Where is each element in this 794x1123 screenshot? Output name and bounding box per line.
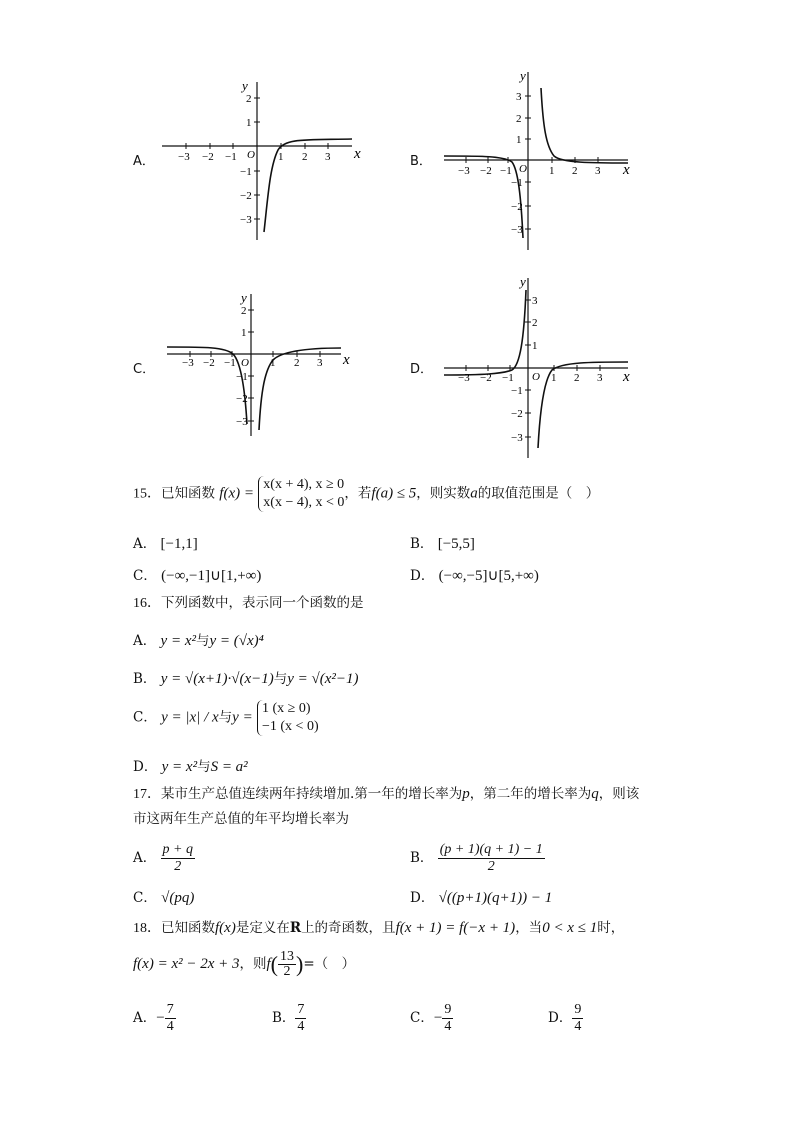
origin-label: O	[241, 357, 249, 369]
option-a-label: A．	[133, 154, 155, 169]
definition: f(x) = x² − 2x + 3	[133, 956, 240, 972]
y-axis-label: y	[520, 274, 526, 289]
fraction	[572, 1002, 583, 1035]
function-name: f	[266, 956, 271, 972]
function-name: f(x)	[215, 920, 236, 936]
y-axis-label: y	[242, 78, 248, 93]
y-tick: 1	[532, 340, 538, 352]
question-15	[133, 476, 599, 512]
y-tick: 2	[532, 317, 538, 329]
y-tick: −3	[240, 214, 252, 226]
q18-option-a[interactable]	[133, 1002, 176, 1035]
x-axis-label: x	[343, 352, 350, 368]
question-text: ，则该	[598, 786, 640, 802]
question-text: ，第二年的增长率为	[469, 786, 592, 802]
option-label: B．	[410, 850, 434, 866]
y-axis-label: y	[241, 290, 247, 305]
option-label: D．	[410, 890, 435, 906]
question-text: ，则	[239, 956, 267, 972]
y-tick: −3	[511, 224, 523, 236]
function-name: f(x) =	[219, 485, 254, 502]
question-number: 17．	[133, 787, 161, 802]
option-value: (−∞,−1]∪[1,+∞)	[161, 568, 262, 584]
question-text: 已知函数	[161, 485, 215, 502]
question-number: 15．	[133, 486, 161, 502]
variable: p	[462, 786, 470, 802]
y-tick: 1	[246, 117, 252, 129]
y-tick: −2	[236, 393, 248, 405]
option-label: A．	[133, 536, 157, 552]
x-tick: 1	[278, 151, 284, 163]
y-tick: −1	[236, 371, 248, 383]
x-axis-label: x	[623, 162, 630, 178]
numerator: 9	[444, 1002, 452, 1017]
numerator: (p + 1)(q + 1) − 1	[439, 842, 543, 857]
denominator: 4	[297, 1019, 305, 1034]
question-text: =（ ）	[303, 956, 356, 972]
question-text: ，若	[344, 485, 372, 502]
option-value: [−1,1]	[160, 536, 198, 552]
x-tick: 2	[302, 151, 308, 163]
option-label: C．	[410, 1010, 434, 1026]
question-text: ，当	[515, 920, 543, 936]
q15-option-b[interactable]	[410, 532, 475, 553]
x-axis-label: x	[623, 369, 630, 385]
question-18	[133, 921, 624, 936]
denominator: 2	[283, 964, 291, 979]
y-tick: −1	[511, 385, 523, 397]
q16-option-a[interactable]	[133, 629, 264, 650]
x-tick: 3	[317, 357, 323, 369]
numerator: 7	[166, 1002, 174, 1017]
sign: −	[433, 1010, 443, 1026]
option-b-label: B．	[410, 154, 432, 169]
y-tick: −1	[511, 177, 523, 189]
y-tick: 1	[516, 134, 522, 146]
x-tick: 2	[574, 372, 580, 384]
option-expr: y = x²	[161, 759, 198, 775]
denominator: 4	[444, 1019, 452, 1034]
curve	[444, 290, 526, 375]
x-tick: −2	[202, 151, 214, 163]
y-tick: 2	[246, 93, 252, 105]
case-1: x(x + 4), x ≥ 0	[263, 477, 345, 492]
option-expr: y = √(x²−1)	[287, 671, 359, 687]
x-tick: 2	[572, 165, 578, 177]
condition: f(a) ≤ 5	[371, 485, 417, 502]
y-tick: 2	[241, 305, 247, 317]
x-tick: −3	[182, 357, 194, 369]
origin-label: O	[532, 371, 540, 383]
fraction	[438, 842, 545, 875]
option-label: A．	[133, 633, 157, 649]
x-tick: −1	[225, 151, 237, 163]
q16-option-b[interactable]	[133, 667, 359, 688]
x-tick: −3	[458, 165, 470, 177]
curve	[541, 88, 628, 163]
x-axis-label: x	[354, 146, 361, 162]
option-expr: y = (√x)⁴	[209, 633, 264, 649]
question-16	[133, 597, 364, 611]
y-tick: 2	[516, 113, 522, 125]
real-set-symbol: R	[289, 920, 302, 936]
q18-option-d[interactable]	[548, 1002, 583, 1035]
piecewise-function	[258, 476, 344, 512]
numerator: 13	[280, 949, 294, 964]
question-text: 某市生产总值连续两年持续增加.第一年的增长率为	[161, 786, 463, 802]
option-label: C．	[133, 568, 157, 584]
option-value: (−∞,−5]∪[5,+∞)	[438, 568, 539, 584]
option-label: C．	[133, 709, 157, 726]
y-tick: −2	[511, 201, 523, 213]
question-17	[133, 787, 639, 802]
connector: 与	[197, 759, 211, 775]
case-2: x(x − 4), x < 0	[263, 495, 345, 511]
denominator: 4	[574, 1019, 582, 1034]
question-text: 上的奇函数，且	[301, 920, 396, 936]
denominator: 2	[174, 859, 182, 874]
x-tick: −1	[224, 357, 236, 369]
q17-option-b[interactable]	[410, 842, 545, 875]
x-tick: −2	[480, 372, 492, 384]
fraction	[295, 1002, 306, 1035]
option-label: D．	[133, 759, 158, 775]
option-c-label: C．	[133, 362, 156, 377]
graph-c	[165, 290, 365, 440]
numerator: p + q	[162, 842, 193, 857]
variable: a	[470, 485, 478, 502]
option-d-label: D．	[410, 362, 434, 377]
x-tick: −1	[502, 372, 514, 384]
q17-option-a[interactable]	[133, 842, 195, 875]
question-17-line-2: 市这两年生产总值的年平均增长率为	[133, 811, 349, 827]
q15-option-a[interactable]	[133, 532, 198, 553]
q15-option-c[interactable]	[133, 564, 261, 585]
option-value: [−5,5]	[437, 536, 475, 552]
x-tick: 1	[549, 165, 555, 177]
option-expr: y = x²	[160, 633, 196, 649]
question-text: 已知函数	[161, 920, 215, 936]
y-tick: −3	[236, 416, 248, 428]
numerator: 7	[297, 1002, 305, 1017]
origin-label: O	[519, 163, 527, 175]
numerator: 9	[574, 1002, 582, 1017]
question-number: 16．	[133, 596, 161, 611]
fraction	[442, 1002, 453, 1035]
option-label: A．	[133, 1010, 157, 1026]
y-tick: −3	[511, 432, 523, 444]
variable: q	[591, 786, 599, 802]
x-tick: 3	[595, 165, 601, 177]
graph-a	[160, 76, 370, 242]
case-2: −1 (x < 0)	[261, 719, 319, 735]
q17-option-c[interactable]	[133, 886, 194, 907]
q18-option-b[interactable]	[272, 1002, 306, 1035]
option-expr: S = a²	[210, 759, 248, 775]
case-1: 1 (x ≥ 0)	[261, 701, 311, 716]
option-label: D．	[548, 1010, 573, 1026]
option-label: D．	[410, 568, 435, 584]
option-label: C．	[133, 890, 157, 906]
origin-label: O	[247, 149, 255, 161]
option-label: B．	[133, 671, 157, 687]
q16-option-d[interactable]	[133, 755, 248, 776]
question-number: 18．	[133, 921, 161, 936]
q17-option-d[interactable]	[410, 886, 552, 907]
y-tick: 3	[516, 91, 522, 103]
x-tick: −3	[458, 372, 470, 384]
question-text: 的取值范围是（ ）	[477, 485, 600, 502]
y-axis-label: y	[520, 68, 526, 83]
x-tick: 1	[270, 357, 276, 369]
option-expr: √((p+1)(q+1)) − 1	[438, 890, 553, 906]
option-expr: y = √(x+1)·√(x−1)	[160, 671, 274, 687]
connector: 与	[273, 671, 288, 687]
y-tick: 1	[241, 327, 247, 339]
x-tick: −2	[203, 357, 215, 369]
graph-d	[442, 270, 642, 460]
q15-option-d[interactable]	[410, 564, 539, 585]
question-text: 时，	[597, 920, 625, 936]
option-label: B．	[272, 1010, 296, 1026]
q16-option-c[interactable]: C． y = |x| / x与y = 1 (x ≥ 0) −1 (x < 0)	[133, 700, 319, 736]
equation: f(x + 1) = f(−x + 1)	[395, 920, 516, 936]
x-tick: 3	[597, 372, 603, 384]
option-expr: y = |x| / x	[161, 709, 219, 726]
option-label: B．	[410, 536, 434, 552]
option-label: A．	[133, 850, 157, 866]
x-tick: 1	[551, 372, 557, 384]
denominator: 2	[487, 859, 495, 874]
y-tick: −2	[240, 190, 252, 202]
option-expr: √(pq)	[161, 890, 195, 906]
question-text: 是定义在	[235, 920, 290, 936]
range: 0 < x ≤ 1	[542, 920, 598, 936]
fraction	[278, 950, 296, 979]
sign: −	[156, 1010, 165, 1026]
y-tick: −2	[511, 408, 523, 420]
x-tick: 2	[294, 357, 300, 369]
question-text: 下列函数中，表示同一个函数的是	[161, 595, 364, 611]
q18-option-c[interactable]	[410, 1002, 453, 1035]
question-text: ，则实数	[416, 485, 471, 502]
question-18-line-2: f(x) = x² − 2x + 3，则f( $\frac{13}{2}$ )=（ ）	[133, 949, 356, 979]
y-tick: 3	[532, 295, 538, 307]
graph-b	[442, 66, 642, 252]
y-tick: −1	[240, 166, 252, 178]
fraction	[165, 1002, 176, 1035]
connector: 与	[218, 709, 233, 726]
x-tick: −2	[480, 165, 492, 177]
x-tick: −3	[178, 151, 190, 163]
fraction	[161, 842, 195, 875]
connector: 与	[195, 633, 210, 649]
denominator: 4	[166, 1019, 174, 1034]
piecewise-function	[257, 700, 319, 736]
x-tick: 3	[325, 151, 331, 163]
x-tick: −1	[500, 165, 512, 177]
